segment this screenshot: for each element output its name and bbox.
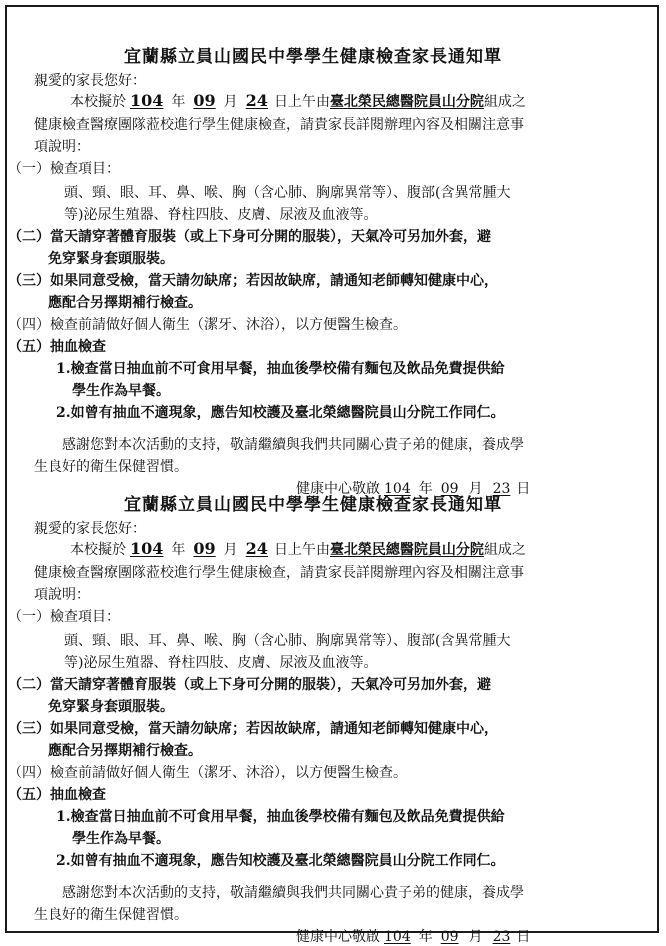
item-1: （一）檢查項目： [8, 609, 120, 625]
item-4: （四）檢查前請做好個人衛生（潔牙、沐浴），以方便醫生檢查。 [8, 317, 407, 333]
exam-day: 24 [245, 91, 268, 110]
thanks-line-2: 生良好的衛生保健習慣。 [34, 907, 188, 923]
blood-rule-1-cont: 學生作為早餐。 [72, 831, 170, 847]
thanks-line-1: 感謝您對本次活動的支持，敬請繼續與我們共同關心貴子弟的健康，養成學 [62, 437, 524, 453]
blood-rule-1-cont: 學生作為早餐。 [72, 383, 170, 399]
signature: 健康中心敬啟 104 年 09 月 23 日 [296, 481, 531, 497]
item-3-cont: 應配合另擇期補行檢查。 [48, 295, 202, 311]
item-1-detail-2: 等)泌尿生殖器、脊柱四肢、皮膚、尿液及血液等。 [64, 207, 378, 223]
hospital-name: 臺北榮民總醫院員山分院 [329, 542, 484, 558]
item-4: （四）檢查前請做好個人衛生（潔牙、沐浴），以方便醫生檢查。 [8, 765, 407, 781]
exam-year: 104 [130, 539, 164, 558]
exam-month: 09 [193, 539, 216, 558]
item-5: （五）抽血檢查 [8, 339, 106, 355]
intro-line-3: 項說明： [34, 139, 90, 155]
blood-rule-1: 1.檢查當日抽血前不可食用早餐，抽血後學校備有麵包及飲品免費提供給 [56, 809, 505, 825]
exam-month: 09 [193, 91, 216, 110]
item-1: （一）檢查項目： [8, 161, 120, 177]
item-3: （三）如果同意受檢，當天請勿缺席；若因故缺席，請通知老師轉知健康中心， [8, 273, 498, 289]
blood-rule-1: 1.檢查當日抽血前不可食用早餐，抽血後學校備有麵包及飲品免費提供給 [56, 361, 505, 377]
greeting: 親愛的家長您好： [34, 73, 146, 89]
item-2: （二）當天請穿著體育服裝（或上下身可分開的服裝），天氣冷可另加外套，避 [8, 229, 491, 245]
blood-rule-2: 2.如曾有抽血不適現象，應告知校護及臺北榮總醫院員山分院工作同仁。 [56, 853, 505, 869]
greeting: 親愛的家長您好： [34, 521, 146, 537]
signature: 健康中心敬啟 104 年 09 月 23 日 [296, 929, 531, 945]
hospital-name: 臺北榮民總醫院員山分院 [329, 94, 484, 110]
intro-line-1: 本校擬於 104 年 09 月 24 日上午由臺北榮民總醫院員山分院組成之 [70, 539, 526, 558]
intro-line-3: 項說明： [34, 587, 90, 603]
item-1-detail-1: 頭、頸、眼、耳、鼻、喉、胸（含心肺、胸廓異常等）、腹部(含異常腫大 [64, 633, 511, 649]
item-2: （二）當天請穿著體育服裝（或上下身可分開的服裝），天氣冷可另加外套，避 [8, 677, 491, 693]
thanks-line-1: 感謝您對本次活動的支持，敬請繼續與我們共同關心貴子弟的健康，養成學 [62, 885, 524, 901]
notice-title: 宜蘭縣立員山國民中學學生健康檢查家長通知單 [124, 47, 502, 67]
item-2-cont: 免穿緊身套頭服裝。 [48, 699, 174, 715]
item-3: （三）如果同意受檢，當天請勿缺席；若因故缺席，請通知老師轉知健康中心， [8, 721, 498, 737]
notice-title: 宜蘭縣立員山國民中學學生健康檢查家長通知單 [124, 495, 502, 515]
item-5: （五）抽血檢查 [8, 787, 106, 803]
item-3-cont: 應配合另擇期補行檢查。 [48, 743, 202, 759]
item-1-detail-2: 等)泌尿生殖器、脊柱四肢、皮膚、尿液及血液等。 [64, 655, 378, 671]
blood-rule-2: 2.如曾有抽血不適現象，應告知校護及臺北榮總醫院員山分院工作同仁。 [56, 405, 505, 421]
exam-day: 24 [245, 539, 268, 558]
intro-line-2: 健康檢查醫療團隊蒞校進行學生健康檢查，請貴家長詳閱辦理內容及相關注意事 [34, 117, 524, 133]
exam-year: 104 [130, 91, 164, 110]
intro-line-1: 本校擬於 104 年 09 月 24 日上午由臺北榮民總醫院員山分院組成之 [70, 91, 526, 110]
intro-line-2: 健康檢查醫療團隊蒞校進行學生健康檢查，請貴家長詳閱辦理內容及相關注意事 [34, 565, 524, 581]
item-1-detail-1: 頭、頸、眼、耳、鼻、喉、胸（含心肺、胸廓異常等）、腹部(含異常腫大 [64, 185, 511, 201]
item-2-cont: 免穿緊身套頭服裝。 [48, 251, 174, 267]
thanks-line-2: 生良好的衛生保健習慣。 [34, 459, 188, 475]
